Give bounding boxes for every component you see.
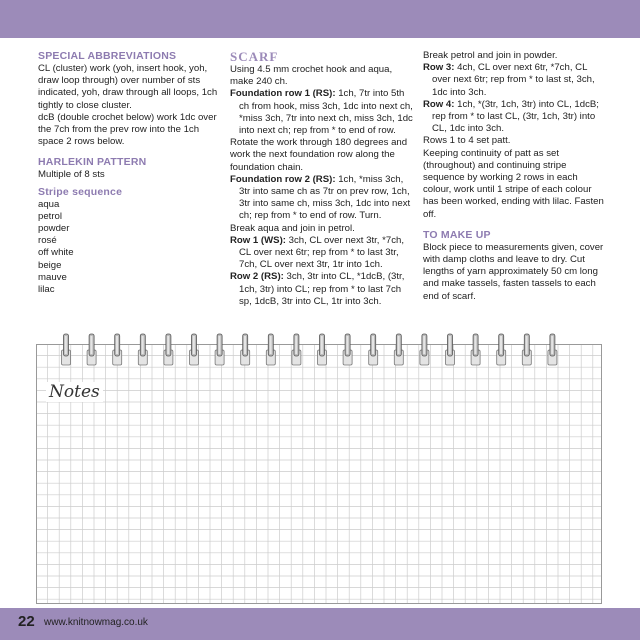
binding-ring bbox=[138, 334, 147, 365]
special-abbreviations-heading: SPECIAL ABBREVIATIONS bbox=[38, 50, 177, 62]
binding-ring bbox=[190, 334, 199, 365]
notes-notebook bbox=[36, 344, 602, 604]
binding-ring bbox=[215, 334, 224, 365]
make-up-text: Block piece to measurements given, cover with damp cloths and leave to dry. Cut lengths of yarn approximately 50 cm long and make tassels, fasten tassels to each end of scarf. bbox=[423, 241, 604, 302]
row-4 bbox=[423, 99, 608, 136]
binding-ring bbox=[87, 334, 96, 365]
notes-title: Notes bbox=[46, 382, 103, 402]
stripe-item: mauve bbox=[38, 271, 67, 283]
stripe-item: aqua bbox=[38, 198, 60, 210]
foundation-row-2-text: 1ch, *miss 3ch, 3tr into same ch as 7tr on prev row, 1ch, 3tr into same ch, miss 3ch, 1dc into next ch; rep from * to end of row. Turn. bbox=[239, 173, 411, 222]
scarf-heading: SCARF bbox=[230, 49, 279, 64]
binding-ring bbox=[548, 334, 557, 365]
binding-ring bbox=[292, 334, 301, 365]
website-url: www.knitnowmag.co.uk bbox=[44, 617, 148, 628]
dcb-abbreviation: dcB (double crochet below) work 1dc over the 7ch from the prev row into the 1ch space 2 rows below. bbox=[38, 111, 217, 148]
row-3-label: Row 3: bbox=[423, 62, 455, 74]
row-3 bbox=[423, 62, 608, 99]
binding-ring bbox=[266, 334, 275, 365]
binding-ring bbox=[420, 334, 429, 365]
row-2 bbox=[230, 271, 415, 308]
stripe-item: lilac bbox=[38, 284, 55, 296]
stripe-item: rosé bbox=[38, 235, 57, 247]
binding-ring bbox=[394, 334, 403, 365]
foundation-row-2-label: Foundation row 2 (RS): bbox=[230, 173, 336, 185]
middle-column bbox=[230, 50, 415, 308]
right-column bbox=[423, 50, 608, 303]
binding-ring bbox=[62, 334, 71, 365]
binding-ring bbox=[446, 334, 455, 365]
binding-ring bbox=[318, 334, 327, 365]
row-4-text: 1ch, *(3tr, 1ch, 3tr) into CL, 1dcB; rep from * to last CL, (3tr, 1ch, 3tr) into CL, 1dc into 3ch. bbox=[432, 98, 599, 135]
binding-ring bbox=[113, 334, 122, 365]
row-2-label: Row 2 (RS): bbox=[230, 271, 284, 283]
break-petrol-text: Break petrol and join in powder. bbox=[423, 50, 558, 61]
rows-set-text: Rows 1 to 4 set patt. bbox=[423, 135, 511, 147]
row-1-text: 3ch, CL over next 3tr, *7ch, CL over next 6tr; rep from * to last 3tr, 7ch, CL over next 3tr, 1tr into 1ch. bbox=[239, 234, 404, 271]
page-number: 22 bbox=[18, 613, 35, 630]
multiple-text: Multiple of 8 sts bbox=[38, 169, 105, 181]
foundation-row-2 bbox=[230, 174, 415, 223]
rotate-text: Rotate the work through 180 degrees and work the next foundation row along the foundation chain. bbox=[230, 137, 408, 173]
row-1 bbox=[230, 235, 415, 272]
foundation-row-1-label: Foundation row 1 (RS): bbox=[230, 88, 336, 100]
row-2-text: 3ch, 3tr into CL, *1dcB, (3tr, 1ch, 3tr) into CL; rep from * to last 7ch sp, 1dcB, 3tr into CL, 1tr into 3ch. bbox=[239, 271, 405, 307]
cl-abbreviation: CL (cluster) work (yoh, insert hook, yoh, draw loop through) over number of sts indicated, yoh, draw through all loops, 1ch tightly to close cluster. bbox=[38, 63, 218, 111]
binding-ring bbox=[369, 334, 378, 365]
left-column bbox=[38, 50, 223, 296]
row-4-label: Row 4: bbox=[423, 98, 455, 110]
foundation-row-1 bbox=[230, 88, 415, 137]
keeping-continuity-text: Keeping continuity of patt as set (throughout) and continuing stripe sequence by working 2 rows in each colour, work until 1 stripe of each colour has been worked, ending with lilac. Fasten off. bbox=[423, 147, 604, 220]
scarf-intro: Using 4.5 mm crochet hook and aqua, make 240 ch. bbox=[230, 64, 393, 88]
stripe-item: beige bbox=[38, 259, 62, 271]
binding-ring bbox=[471, 334, 480, 365]
binding-ring bbox=[343, 334, 352, 365]
make-up-heading: TO MAKE UP bbox=[423, 228, 491, 241]
stripe-item: off white bbox=[38, 247, 74, 259]
notes-grid bbox=[36, 344, 602, 604]
row-3-text: 4ch, CL over next 6tr, *7ch, CL over next 6tr; rep from * to last st, 3ch, 1dc into 3ch. bbox=[432, 62, 595, 98]
foundation-row-1-text: 1ch, 7tr into 5th ch from hook, miss 3ch, 1dc into next ch, *miss 3ch, 7tr into next ch, miss 3ch, 1dc into next ch; rep from * to end of row. bbox=[239, 88, 413, 137]
harlekin-heading: HARLEKIN PATTERN bbox=[38, 156, 147, 169]
break-aqua-text: Break aqua and join in petrol. bbox=[230, 222, 355, 234]
top-band bbox=[0, 0, 640, 38]
binding-ring bbox=[164, 334, 173, 365]
stripe-item: powder bbox=[38, 223, 70, 235]
binding-ring bbox=[497, 334, 506, 365]
binding-ring bbox=[522, 334, 531, 365]
stripe-sequence-heading: Stripe sequence bbox=[38, 185, 123, 198]
spiral-binding bbox=[36, 330, 602, 370]
row-1-label: Row 1 (WS): bbox=[230, 234, 286, 246]
binding-ring bbox=[241, 334, 250, 365]
stripe-item: petrol bbox=[38, 210, 62, 222]
